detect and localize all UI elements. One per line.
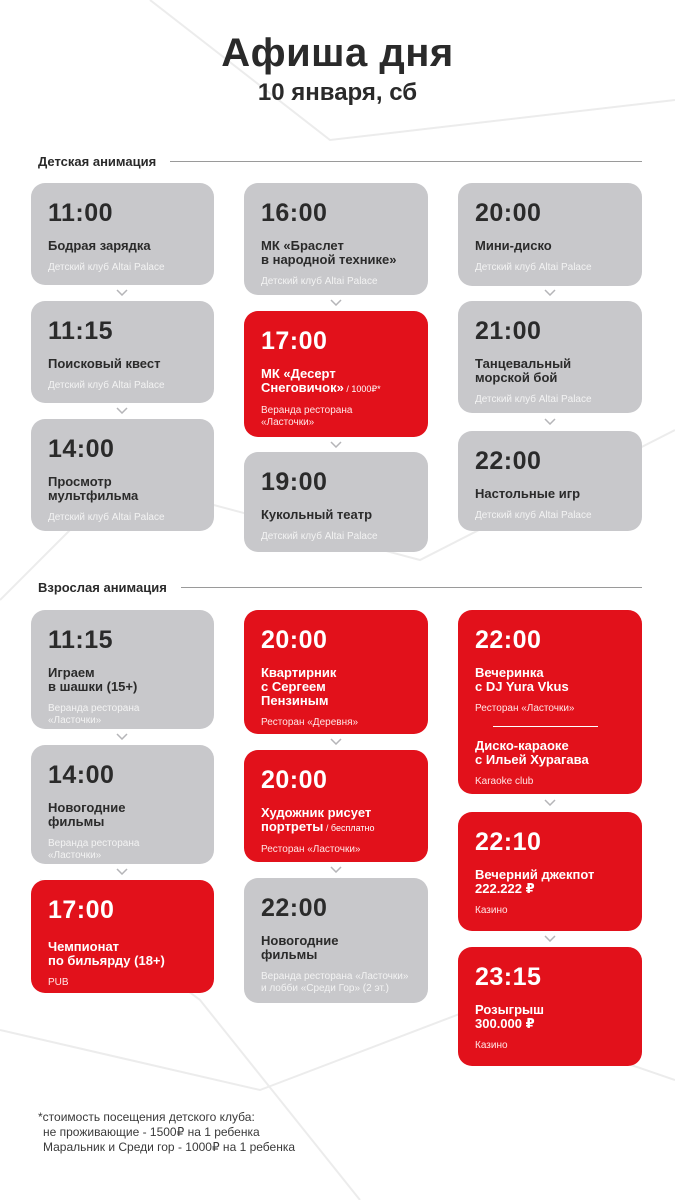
event-title-line: МК «Браслет	[261, 238, 344, 253]
event-title: Бодрая зарядка	[48, 238, 151, 253]
event-title-line: фильмы	[261, 947, 318, 962]
event-title-line: с Сергеем	[261, 679, 326, 694]
event-time: 11:00	[48, 199, 114, 227]
event-venue: Karaoke club	[475, 776, 534, 787]
chevron-down-icon	[544, 289, 556, 296]
event-title-line: Новогодние	[48, 800, 126, 815]
event-venue: Детский клуб Altai Palace	[48, 380, 165, 391]
event-title	[261, 666, 414, 708]
event-title	[475, 739, 628, 767]
event-price: / бесплатно	[323, 823, 375, 833]
event-title-line: Новогодние	[261, 933, 339, 948]
event-title: Настольные игр	[475, 486, 581, 501]
event-card[interactable]	[31, 880, 214, 993]
event-time: 19:00	[261, 468, 328, 496]
event-venue-line: и лобби «Среди Гор» (2 эт.)	[261, 983, 389, 994]
event-title-line	[261, 381, 414, 396]
event-title-line: МК «Десерт	[261, 366, 336, 381]
event-title	[261, 367, 414, 396]
chevron-down-icon	[544, 799, 556, 806]
chevron-down-icon	[116, 289, 128, 296]
event-title	[261, 239, 414, 267]
event-venue: Казино	[475, 905, 508, 916]
event-time: 22:10	[475, 828, 542, 856]
event-time: 11:15	[48, 317, 114, 345]
event-venue: Детский клуб Altai Palace	[261, 276, 378, 287]
event-time: 14:00	[48, 761, 115, 789]
event-time: 20:00	[475, 199, 542, 227]
chevron-down-icon	[330, 866, 342, 873]
chevron-down-icon	[116, 733, 128, 740]
event-venue-line: «Ласточки»	[48, 850, 102, 861]
event-card[interactable]	[244, 878, 428, 1003]
event-title-line: в народной технике»	[261, 252, 397, 267]
event-venue-line: «Ласточки»	[261, 417, 315, 428]
event-title-line	[261, 820, 414, 835]
event-title-line: Вечеринка	[475, 665, 544, 680]
event-title: Поисковый квест	[48, 356, 161, 371]
event-title	[48, 801, 200, 829]
event-title-line: Розыгрыш	[475, 1002, 544, 1017]
chevron-down-icon	[330, 441, 342, 448]
event-card[interactable]	[31, 183, 214, 285]
section-divider	[181, 587, 642, 588]
event-card[interactable]	[244, 183, 428, 295]
section-divider	[170, 161, 642, 162]
event-time: 20:00	[261, 766, 328, 794]
event-title-line: фильмы	[48, 814, 105, 829]
event-venue	[48, 838, 200, 862]
event-title-text: портреты	[261, 819, 324, 834]
event-card[interactable]	[458, 301, 642, 413]
event-title-line: Пензиным	[261, 693, 329, 708]
event-venue-line: Веранда ресторана «Ласточки»	[261, 971, 409, 982]
footnote-line: не проживающие - 1500₽ на 1 ребенка	[43, 1125, 260, 1139]
event-time: 22:00	[261, 894, 328, 922]
event-card[interactable]	[244, 452, 428, 552]
event-venue: Детский клуб Altai Palace	[261, 531, 378, 542]
event-title	[475, 868, 628, 896]
event-title-line: мультфильма	[48, 488, 139, 503]
chevron-down-icon	[116, 407, 128, 414]
event-title	[475, 357, 628, 385]
event-title-line: по бильярду (18+)	[48, 953, 165, 968]
event-venue: Детский клуб Altai Palace	[475, 262, 592, 273]
event-card[interactable]	[31, 610, 214, 729]
event-title-line: Диско-караоке	[475, 738, 569, 753]
event-title-text: Снеговичок»	[261, 380, 344, 395]
event-venue: Детский клуб Altai Palace	[48, 512, 165, 523]
event-venue: Ресторан «Ласточки»	[475, 703, 575, 714]
event-title-line: 300.000 ₽	[475, 1016, 535, 1031]
event-title-line: 222.222 ₽	[475, 881, 535, 896]
event-venue: Ресторан «Ласточки»	[261, 844, 361, 855]
event-card[interactable]	[458, 812, 642, 931]
event-title-line: Чемпионат	[48, 939, 120, 954]
event-title-line: Вечерний джекпот	[475, 867, 595, 882]
event-price: / 1000₽*	[343, 384, 381, 394]
event-card[interactable]	[244, 311, 428, 437]
event-card[interactable]	[458, 947, 642, 1066]
footnote-line: *стоимость посещения детского клуба:	[38, 1110, 255, 1124]
event-title-line: в шашки (15+)	[48, 679, 138, 694]
event-card[interactable]	[458, 610, 642, 794]
event-venue: Детский клуб Altai Palace	[475, 394, 592, 405]
event-title-line: Художник рисует	[261, 805, 372, 820]
event-venue: Детский клуб Altai Palace	[48, 262, 165, 273]
chevron-down-icon	[330, 299, 342, 306]
section-adult	[38, 578, 642, 596]
event-time: 16:00	[261, 199, 328, 227]
footnote	[38, 1110, 295, 1155]
event-time: 14:00	[48, 435, 115, 463]
event-title	[475, 1003, 628, 1031]
event-card[interactable]	[31, 301, 214, 403]
event-title-line: с DJ Yura Vkus	[475, 679, 569, 694]
event-venue-line: Веранда ресторана	[48, 838, 140, 849]
event-time: 17:00	[48, 896, 115, 924]
event-title-line: Просмотр	[48, 474, 112, 489]
chevron-down-icon	[116, 868, 128, 875]
event-title: Мини-диско	[475, 238, 552, 253]
event-title-line: морской бой	[475, 370, 558, 385]
event-card[interactable]	[244, 750, 428, 862]
page-header	[0, 30, 675, 108]
event-title-line: с Ильей Хурагава	[475, 752, 589, 767]
event-title	[48, 666, 200, 694]
event-title	[48, 475, 200, 503]
event-time: 22:00	[475, 447, 542, 475]
event-card[interactable]	[458, 431, 642, 531]
section-kids	[38, 152, 642, 170]
event-venue: Детский клуб Altai Palace	[475, 510, 592, 521]
event-venue	[261, 405, 414, 429]
event-title	[261, 934, 414, 962]
chevron-down-icon	[330, 738, 342, 745]
event-venue	[48, 703, 200, 727]
event-venue-line: «Ласточки»	[48, 715, 102, 726]
event-venue-line: Веранда ресторана	[48, 703, 140, 714]
chevron-down-icon	[544, 418, 556, 425]
section-adult-label: Взрослая анимация	[38, 579, 167, 595]
event-venue	[261, 971, 414, 995]
event-title-line: Квартирник	[261, 665, 337, 680]
event-title	[475, 666, 628, 694]
event-title-line: Играем	[48, 665, 95, 680]
page-date: 10 января, сб	[257, 79, 418, 106]
event-title-line: Танцевальный	[475, 356, 572, 371]
event-card[interactable]	[31, 745, 214, 864]
event-time: 11:15	[48, 626, 114, 654]
event-venue-line: Веранда ресторана	[261, 405, 353, 416]
event-title	[48, 940, 200, 968]
event-card[interactable]	[244, 610, 428, 734]
event-time: 21:00	[475, 317, 542, 345]
event-title: Кукольный театр	[261, 507, 373, 522]
card-divider	[493, 726, 598, 727]
event-time: 20:00	[261, 626, 328, 654]
event-card[interactable]	[458, 183, 642, 286]
event-venue: PUB	[48, 977, 69, 988]
event-card[interactable]	[31, 419, 214, 531]
event-venue: Ресторан «Деревня»	[261, 717, 359, 728]
section-kids-label: Детская анимация	[38, 153, 157, 169]
chevron-down-icon	[544, 935, 556, 942]
page-title: Афиша дня	[221, 31, 454, 75]
footnote-line: Маральник и Среди гор - 1000₽ на 1 ребенка	[43, 1140, 296, 1154]
event-venue: Казино	[475, 1040, 508, 1051]
event-time: 17:00	[261, 327, 328, 355]
event-time: 22:00	[475, 626, 542, 654]
event-title	[261, 806, 414, 835]
event-time: 23:15	[475, 963, 542, 991]
